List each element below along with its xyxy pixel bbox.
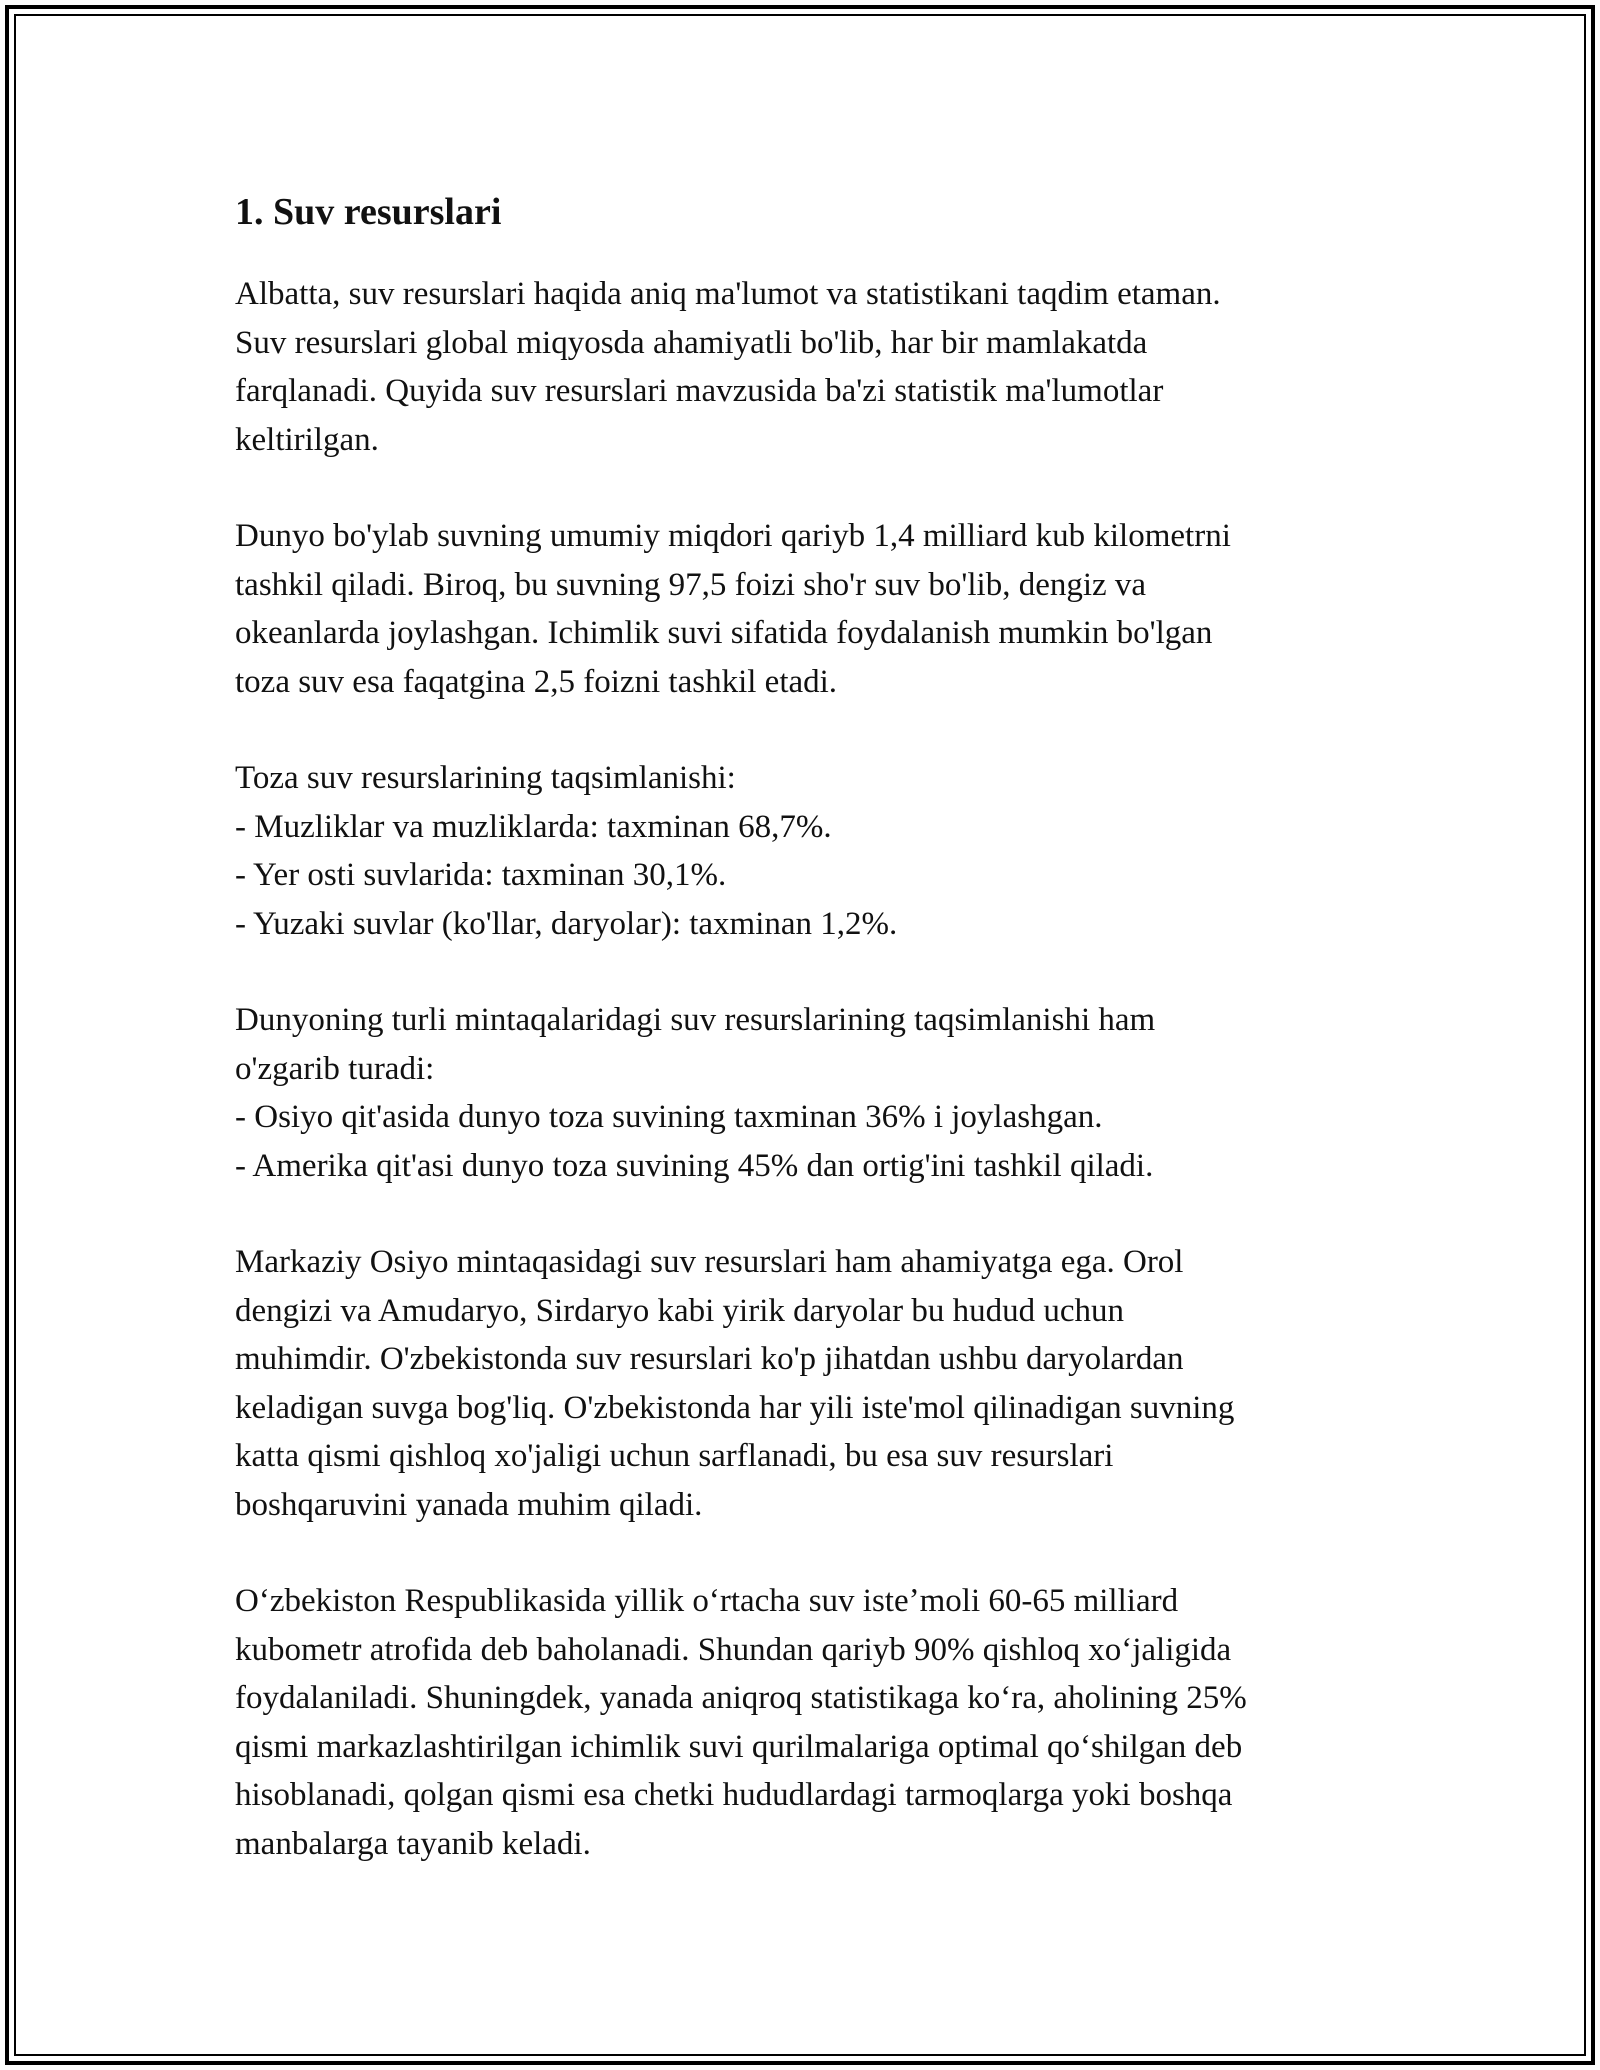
- list-item: - Yer osti suvlarida: taxminan 30,1%.: [235, 857, 727, 893]
- paragraph-world-water: [235, 512, 1375, 706]
- text-line: Suv resurslari global miqyosda ahamiyatli bo'lib, har bir mamlakatda: [235, 324, 1148, 361]
- list-item: - Yuzaki suvlar (ko'llar, daryolar): taxminan 1,2%.: [235, 905, 898, 942]
- text-line: katta qismi qishloq xo'jaligi uchun sarflanadi, bu esa suv resurslari: [235, 1438, 1114, 1474]
- text-line: Dunyoning turli mintaqalaridagi suv resurslarining taqsimlanishi ham: [235, 1002, 1156, 1038]
- text-line: keladigan suvga bog'liq. O'zbekistonda har yili iste'mol qilinadigan suvning: [235, 1389, 1235, 1426]
- document-body: [235, 186, 1375, 1916]
- text-line: keltirilgan.: [235, 421, 379, 458]
- paragraph-uzbekistan-consumption: [235, 1577, 1375, 1868]
- text-line: Toza suv resurslarining taqsimlanishi:: [235, 760, 736, 796]
- text-line: boshqaruvini yanada muhim qiladi.: [235, 1486, 703, 1523]
- text-line: farqlanadi. Quyida suv resurslari mavzusida ba'zi statistik ma'lumotlar: [235, 373, 1164, 409]
- text-line: toza suv esa faqatgina 2,5 foizni tashkil etadi.: [235, 663, 838, 700]
- text-line: Markaziy Osiyo mintaqasidagi suv resurslari ham ahamiyatga ega. Orol: [235, 1244, 1184, 1280]
- text-line: tashkil qiladi. Biroq, bu suvning 97,5 foizi sho'r suv bo'lib, dengiz va: [235, 566, 1147, 603]
- text-line: dengizi va Amudaryo, Sirdaryo kabi yirik daryolar bu hudud uchun: [235, 1292, 1124, 1329]
- text-line: muhimdir. O'zbekistonda suv resurslari ko'p jihatdan ushbu daryolardan: [235, 1341, 1184, 1377]
- text-line: Dunyo bo'ylab suvning umumiy miqdori qariyb 1,4 milliard kub kilometrni: [235, 518, 1231, 554]
- paragraph-central-asia: [235, 1238, 1375, 1529]
- list-item: - Muzliklar va muzliklarda: taxminan 68,7%.: [235, 808, 832, 845]
- text-line: hisoblanadi, qolgan qismi esa chetki hududlardagi tarmoqlarga yoki boshqa: [235, 1777, 1233, 1813]
- list-item: - Amerika qit'asi dunyo toza suvining 45% dan ortig'ini tashkil qiladi.: [235, 1147, 1154, 1184]
- text-line: manbalarga tayanib keladi.: [235, 1825, 591, 1862]
- paragraph-intro: [235, 270, 1375, 464]
- paragraph-fresh-water-distribution: [235, 754, 1375, 948]
- paragraph-regional-distribution: [235, 996, 1375, 1190]
- text-line: okeanlarda joylashgan. Ichimlik suvi sifatida foydalanish mumkin bo'lgan: [235, 615, 1213, 651]
- text-line: Albatta, suv resurslari haqida aniq ma'lumot va statistikani taqdim etaman.: [235, 276, 1221, 312]
- text-line: o'zgarib turadi:: [235, 1050, 435, 1087]
- text-line: qismi markazlashtirilgan ichimlik suvi qurilmalariga optimal qoʻshilgan deb: [235, 1728, 1243, 1765]
- text-line: kubometr atrofida deb baholanadi. Shundan qariyb 90% qishloq xoʻjaligida: [235, 1631, 1232, 1668]
- text-line: Oʻzbekiston Respublikasida yillik oʻrtacha suv isteʼmoli 60-65 milliard: [235, 1583, 1179, 1619]
- section-heading: 1. Suv resurslari: [235, 191, 502, 233]
- text-line: foydalaniladi. Shuningdek, yanada aniqroq statistikaga koʻra, aholining 25%: [235, 1680, 1247, 1716]
- list-item: - Osiyo qit'asida dunyo toza suvining taxminan 36% i joylashgan.: [235, 1099, 1103, 1135]
